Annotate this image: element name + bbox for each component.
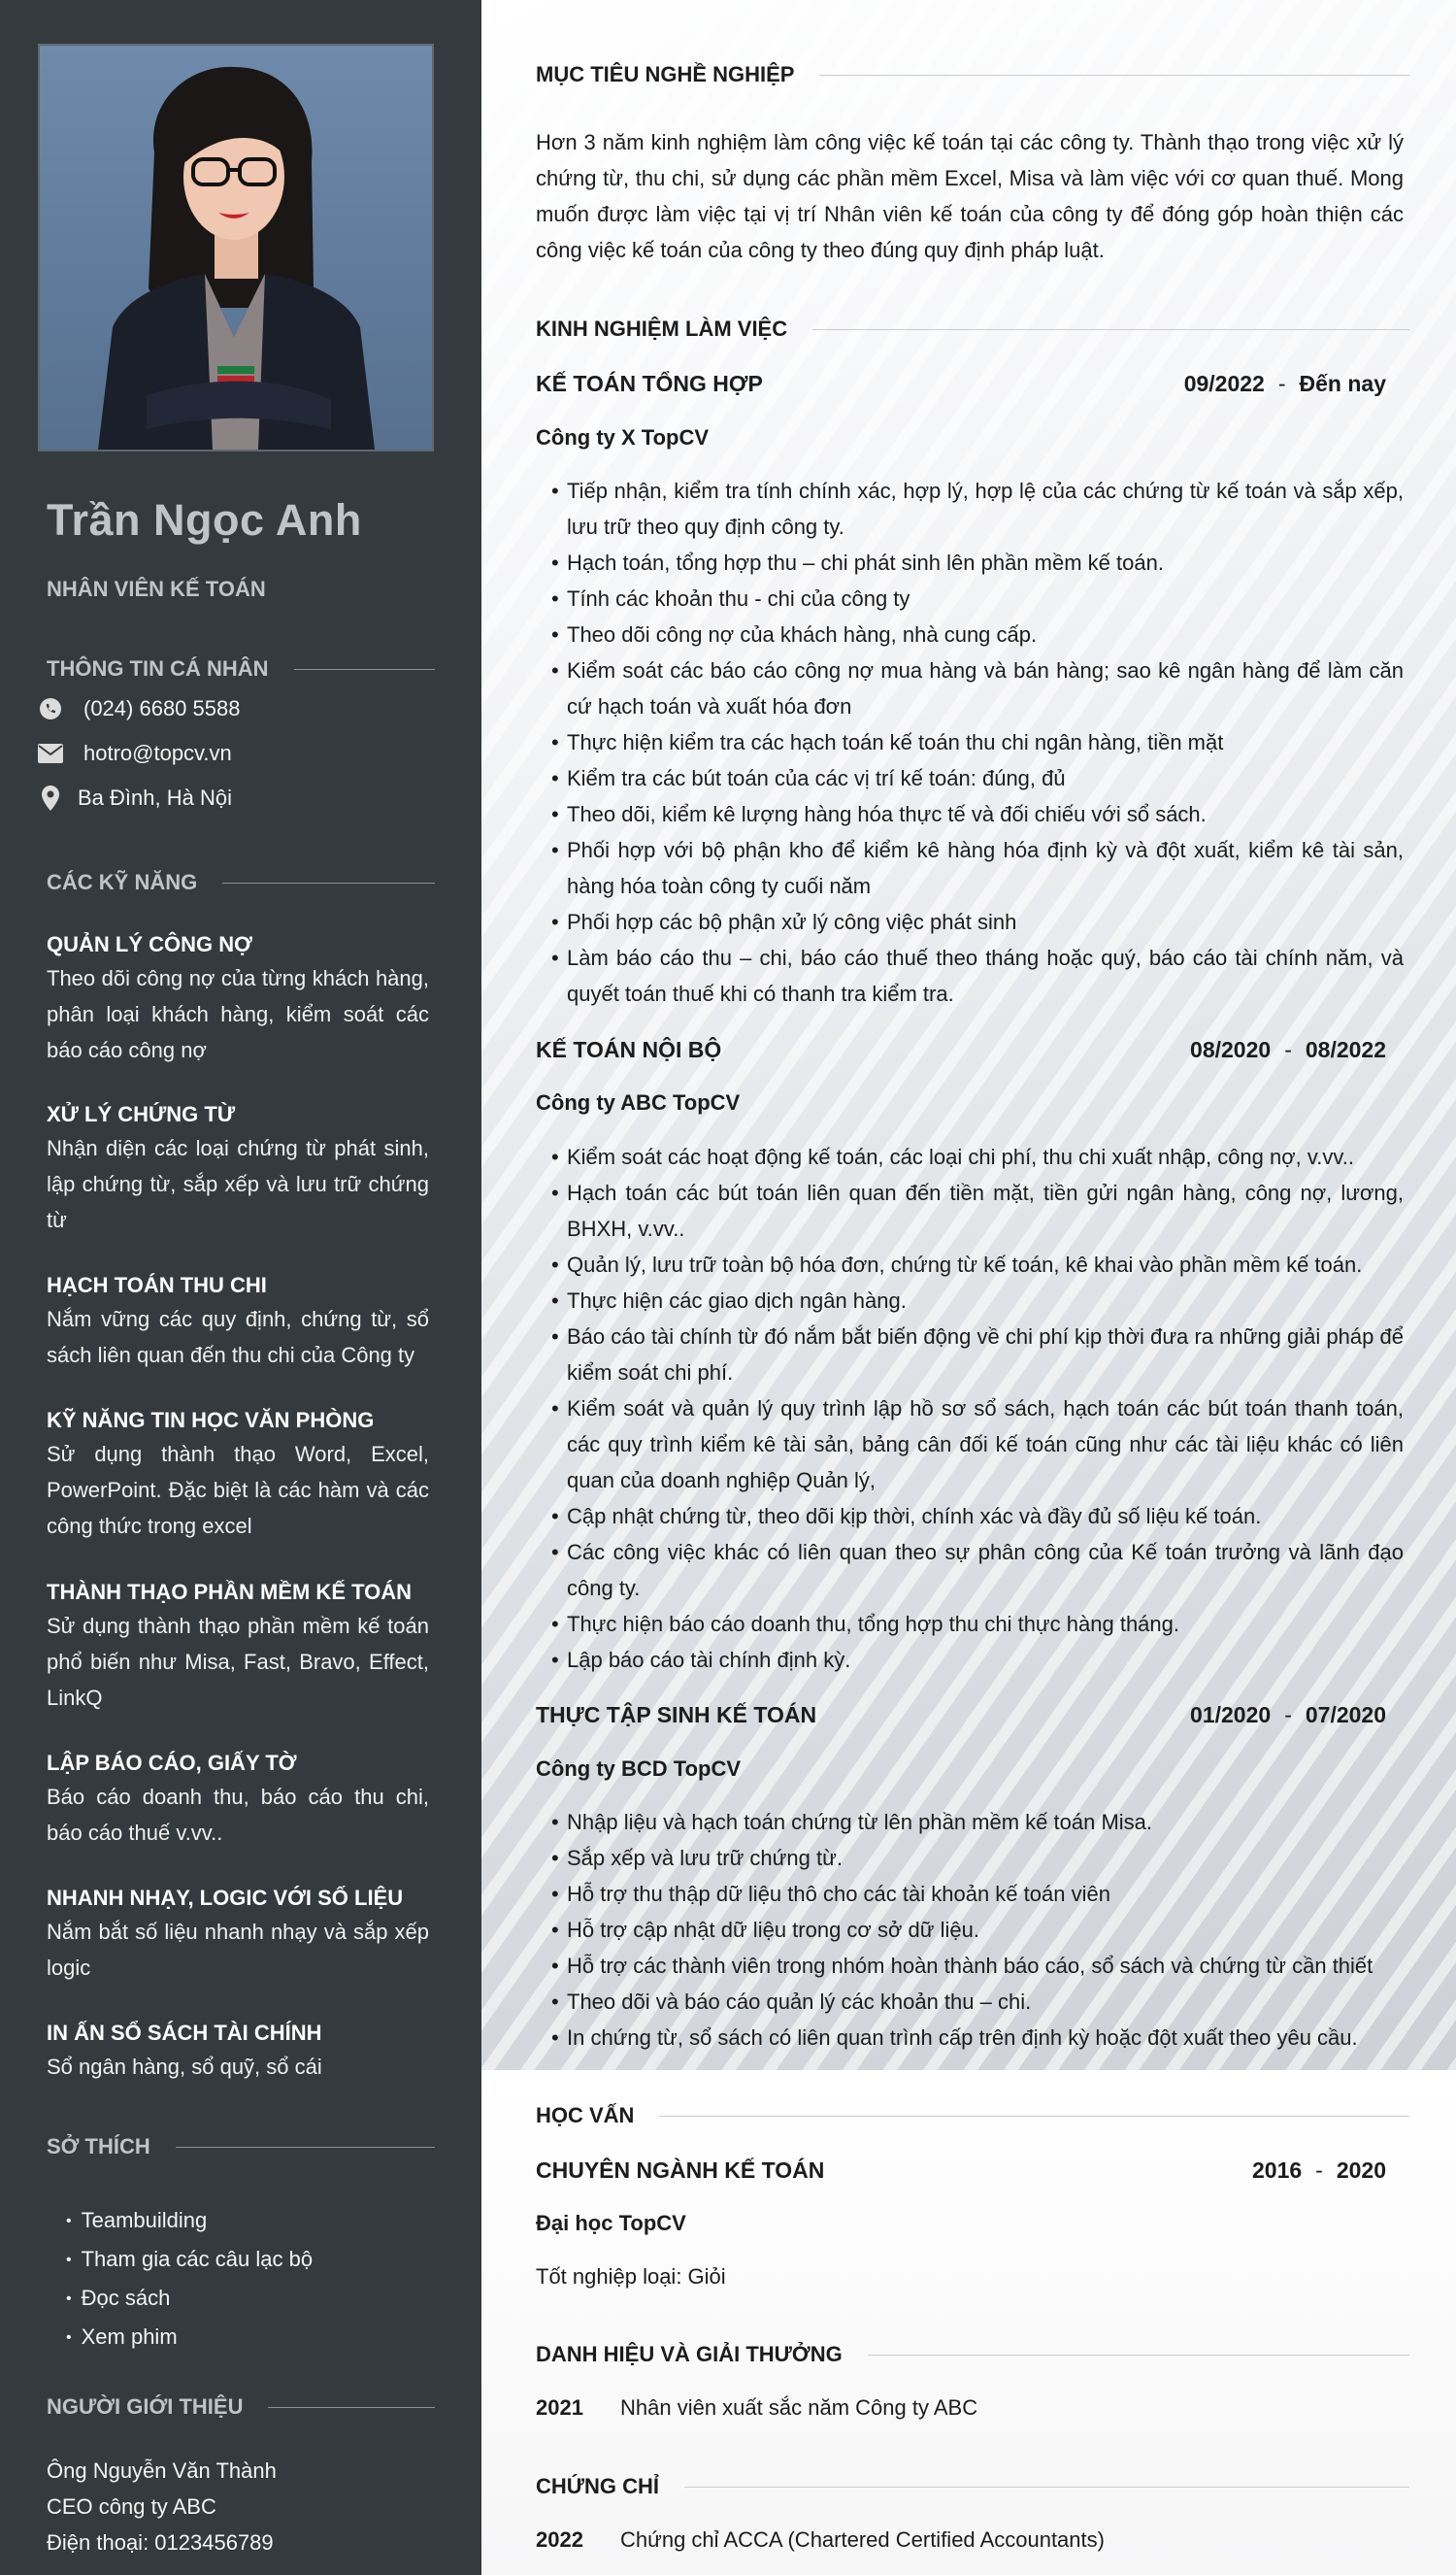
list-item: • Thực hiện các giao dịch ngân hàng. — [551, 1283, 1404, 1319]
list-item: • Tính các khoản thu - chi của công ty — [551, 581, 1404, 617]
date-separator: - — [1277, 371, 1286, 396]
date-separator: - — [1284, 1037, 1292, 1062]
list-item: • Báo cáo tài chính từ đó nắm bắt biến động về chi phí kịp thời đưa ra những giải pháp để kiểm soát chi phí. — [551, 1319, 1404, 1390]
list-item: • In chứng từ, sổ sách có liên quan trình cấp trên định kỳ hoặc đột xuất theo yêu cầu. — [551, 2020, 1404, 2056]
skill-title: KỸ NĂNG TIN HỌC VĂN PHÒNG — [47, 1408, 375, 1432]
skill-description: Nhận diện các loại chứng từ phát sinh, lập chứng từ, sắp xếp và lưu trữ chứng từ — [47, 1136, 429, 1232]
list-item: • Phối hợp với bộ phận kho để kiểm kê hàng hóa định kỳ và đột xuất, kiểm kê tài sản, hàng hóa toàn công ty cuối năm — [551, 832, 1404, 904]
education-header — [536, 2157, 1386, 2184]
divider — [176, 2147, 435, 2148]
skill-description: Sử dụng thành thạo Word, Excel, PowerPoint. Đặc biệt là các hàm và các công thức trong excel — [47, 1442, 429, 1538]
job-start: 01/2020 — [1190, 1702, 1272, 1727]
certificate-item — [536, 2527, 1105, 2553]
referee-name: Ông Nguyễn Văn Thành — [47, 2458, 277, 2483]
list-item: • Tiếp nhận, kiểm tra tính chính xác, hợp lý, hợp lệ của các chứng từ kế toán và sắp xếp, lưu trữ theo quy định công ty. — [551, 473, 1404, 545]
skill-title: NHANH NHẠY, LOGIC VỚI SỐ LIỆU — [47, 1886, 404, 1910]
list-item: • Các công việc khác có liên quan theo sự phân công của Kế toán trưởng và lãnh đạo công ty. — [551, 1534, 1404, 1606]
job-end: 07/2020 — [1305, 1702, 1386, 1727]
job-duties — [551, 1804, 1404, 2056]
list-item: • Hạch toán, tổng hợp thu – chi phát sinh lên phần mềm kế toán. — [551, 545, 1404, 581]
skill-item — [47, 2021, 429, 2085]
experience-heading — [536, 317, 1409, 342]
certificates-heading — [536, 2474, 1409, 2499]
skill-description: Sổ ngân hàng, sổ quỹ, sổ cái — [47, 2055, 322, 2079]
job-end: 08/2022 — [1305, 1037, 1386, 1062]
certificates-heading-text: CHỨNG CHỈ — [536, 2474, 660, 2498]
list-item: • Thực hiện báo cáo doanh thu, tổng hợp thu chi thực hàng tháng. — [551, 1606, 1404, 1642]
list-item: • Phối hợp các bộ phận xử lý công việc phát sinh — [551, 904, 1404, 940]
divider — [684, 2487, 1409, 2488]
list-item: • Thực hiện kiểm tra các hạch toán kế toán thu chi ngân hàng, tiền mặt — [551, 724, 1404, 760]
address-text: Ba Đình, Hà Nội — [78, 786, 232, 810]
job-start: 09/2022 — [1183, 371, 1265, 396]
job-duties — [551, 473, 1404, 1012]
phone-icon — [37, 695, 64, 722]
company-name: Công ty X TopCV — [536, 425, 710, 450]
education-end: 2020 — [1336, 2157, 1386, 2183]
education-heading-text: HỌC VẤN — [536, 2103, 635, 2127]
referee-heading — [47, 2394, 435, 2420]
list-item: • Đọc sách — [66, 2280, 313, 2319]
skill-item — [47, 1273, 429, 1373]
objective-text: Hơn 3 năm kinh nghiệm làm công việc kế toán tại các công ty. Thành thạo trong việc xử lý chứng từ, thu chi, sử dụng các phần mềm Excel, Misa và làm việc với cơ quan thuế. Mong muốn được làm việc tại vị trí Nhân viên kế toán của công ty để đóng góp hoàn thiện các công việc kế toán của công ty theo đúng quy định pháp luật. — [536, 130, 1404, 262]
skill-title: HẠCH TOÁN THU CHI — [47, 1273, 267, 1297]
personal-info-heading-text: THÔNG TIN CÁ NHÂN — [47, 656, 269, 681]
skill-item — [47, 1102, 429, 1238]
list-item: • Quản lý, lưu trữ toàn bộ hóa đơn, chứng từ kế toán, kê khai vào phần mềm kế toán. — [551, 1247, 1404, 1283]
date-separator: - — [1315, 2157, 1323, 2183]
list-item: • Kiểm tra các bút toán của các vị trí kế toán: đúng, đủ — [551, 760, 1404, 796]
sidebar — [0, 0, 481, 2575]
skill-description: Báo cáo doanh thu, báo cáo thu chi, báo cáo thuế v.vv.. — [47, 1785, 429, 1845]
skill-description: Sử dụng thành thạo phần mềm kế toán phổ biến như Misa, Fast, Bravo, Effect, LinkQ — [47, 1614, 429, 1710]
objective-heading-text: MỤC TIÊU NGHỀ NGHIỆP — [536, 62, 795, 86]
skill-item — [47, 1408, 429, 1544]
skill-title: IN ẤN SỔ SÁCH TÀI CHÍNH — [47, 2021, 322, 2045]
skill-title: QUẢN LÝ CÔNG NỢ — [47, 932, 252, 956]
list-item: • Tham gia các câu lạc bộ — [66, 2241, 313, 2280]
skill-item — [47, 1751, 429, 1851]
job-header — [536, 1037, 1386, 1063]
certificate-text: Chứng chỉ ACCA (Chartered Certified Accountants) — [620, 2527, 1105, 2552]
job-header — [536, 1702, 1386, 1728]
divider — [294, 669, 435, 670]
divider — [868, 2355, 1409, 2356]
personal-info-heading — [47, 656, 435, 682]
job-start: 08/2020 — [1190, 1037, 1272, 1062]
list-item: • Hỗ trợ cập nhật dữ liệu trong cơ sở dữ liệu. — [551, 1912, 1404, 1948]
map-pin-icon — [37, 785, 64, 812]
objective-heading — [536, 62, 1409, 87]
skill-description: Nắm vững các quy định, chứng từ, sổ sách liên quan đến thu chi của Công ty — [47, 1307, 429, 1367]
certificate-year: 2022 — [536, 2527, 583, 2552]
list-item: • Hạch toán các bút toán liên quan đến tiền mặt, tiền gửi ngân hàng, công nợ, lương, BHXH, v.vv.. — [551, 1175, 1404, 1247]
skill-title: LẬP BÁO CÁO, GIẤY TỜ — [47, 1751, 297, 1775]
list-item: • Sắp xếp và lưu trữ chứng từ. — [551, 1840, 1404, 1876]
job-dates — [1184, 371, 1386, 397]
hobbies-heading-text: SỞ THÍCH — [47, 2134, 150, 2158]
job-dates — [1190, 1702, 1386, 1728]
list-item: • Kiểm soát và quản lý quy trình lập hồ sơ sổ sách, hạch toán các bút toán thanh toán, các quy trình kiểm kê tài sản, bảng cân đối kế toán cũng như các tài liệu khác có liên quan của doanh nghiệp Quản lý, — [551, 1390, 1404, 1498]
divider — [268, 2407, 435, 2408]
company-name: Công ty BCD TopCV — [536, 1756, 742, 1781]
referee-phone: Điện thoại: 0123456789 — [47, 2530, 274, 2555]
award-year: 2021 — [536, 2395, 583, 2420]
awards-heading-text: DANH HIỆU VÀ GIẢI THƯỞNG — [536, 2342, 843, 2366]
person-portrait-icon — [40, 46, 432, 450]
hobbies-list — [66, 2202, 313, 2358]
date-separator: - — [1284, 1702, 1292, 1727]
skill-description: Theo dõi công nợ của từng khách hàng, phân loại khách hàng, kiểm soát các báo cáo công nợ — [47, 966, 429, 1062]
job-title: THỰC TẬP SINH KẾ TOÁN — [536, 1702, 817, 1727]
list-item: • Teambuilding — [66, 2202, 313, 2241]
education-heading — [536, 2103, 1409, 2128]
email-contact — [37, 740, 232, 767]
envelope-icon — [37, 740, 64, 767]
skill-item — [47, 932, 429, 1068]
skills-heading — [47, 870, 435, 895]
award-text: Nhân viên xuất sắc năm Công ty ABC — [620, 2395, 978, 2420]
skill-title: XỬ LÝ CHỨNG TỪ — [47, 1102, 236, 1126]
skills-heading-text: CÁC KỸ NĂNG — [47, 870, 198, 894]
graduation-note: Tốt nghiệp loại: Giỏi — [536, 2264, 726, 2289]
school-name: Đại học TopCV — [536, 2211, 686, 2235]
list-item: • Nhập liệu và hạch toán chứng từ lên phần mềm kế toán Misa. — [551, 1804, 1404, 1840]
job-dates — [1190, 1037, 1386, 1063]
job-title: KẾ TOÁN TỔNG HỢP — [536, 371, 763, 396]
address-contact — [37, 785, 232, 812]
phone-number: (024) 6680 5588 — [83, 696, 241, 720]
job-header — [536, 371, 1386, 397]
divider — [222, 883, 435, 884]
lower-section-background — [481, 2070, 1456, 2575]
job-duties — [551, 1139, 1404, 1678]
profile-photo — [38, 44, 434, 451]
education-major: CHUYÊN NGÀNH KẾ TOÁN — [536, 2157, 825, 2183]
awards-heading — [536, 2342, 1409, 2367]
divider — [659, 2116, 1409, 2117]
candidate-name: Trần Ngọc Anh — [47, 495, 362, 545]
divider — [812, 329, 1409, 330]
list-item: • Hỗ trợ các thành viên trong nhóm hoàn thành báo cáo, sổ sách và chứng từ cần thiết — [551, 1948, 1404, 1984]
list-item: • Kiểm soát các hoạt động kế toán, các loại chi phí, thu chi xuất nhập, công nợ, v.vv.. — [551, 1139, 1404, 1175]
job-end: Đến nay — [1299, 371, 1386, 396]
company-name: Công ty ABC TopCV — [536, 1090, 741, 1115]
referee-title: CEO công ty ABC — [47, 2494, 216, 2519]
list-item: • Theo dõi, kiểm kê lượng hàng hóa thực tế và đối chiếu với sổ sách. — [551, 796, 1404, 832]
main-content — [481, 0, 1456, 2575]
referee-heading-text: NGƯỜI GIỚI THIỆU — [47, 2394, 244, 2419]
award-item — [536, 2395, 977, 2421]
phone-contact — [37, 695, 240, 722]
email-address: hotro@topcv.vn — [83, 741, 232, 765]
candidate-position: NHÂN VIÊN KẾ TOÁN — [47, 577, 266, 601]
referee-info — [47, 2453, 277, 2560]
list-item: • Kiểm soát các báo cáo công nợ mua hàng và bán hàng; sao kê ngân hàng để làm căn cứ hạch toán và xuất hóa đơn — [551, 652, 1404, 724]
list-item: • Xem phim — [66, 2319, 313, 2358]
skill-item — [47, 1886, 429, 1986]
list-item: • Hỗ trợ thu thập dữ liệu thô cho các tài khoản kế toán viên — [551, 1876, 1404, 1912]
list-item: • Lập báo cáo tài chính định kỳ. — [551, 1642, 1404, 1678]
skill-description: Nắm bắt số liệu nhanh nhạy và sắp xếp logic — [47, 1920, 429, 1980]
education-start: 2016 — [1251, 2157, 1303, 2183]
divider — [819, 75, 1409, 76]
list-item: • Cập nhật chứng từ, theo dõi kịp thời, chính xác và đầy đủ số liệu kế toán. — [551, 1498, 1404, 1534]
skill-title: THÀNH THẠO PHẦN MỀM KẾ TOÁN — [47, 1580, 413, 1604]
skill-item — [47, 1580, 429, 1716]
education-dates — [1252, 2157, 1386, 2184]
list-item: • Làm báo cáo thu – chi, báo cáo thuế theo tháng hoặc quý, báo cáo tài chính năm, và quyết toán thuế khi có thanh tra kiểm tra. — [551, 940, 1404, 1012]
hobbies-heading — [47, 2134, 435, 2159]
job-title: KẾ TOÁN NỘI BỘ — [536, 1037, 722, 1062]
list-item: • Theo dõi công nợ của khách hàng, nhà cung cấp. — [551, 617, 1404, 652]
list-item: • Theo dõi và báo cáo quản lý các khoản thu – chi. — [551, 1984, 1404, 2020]
experience-heading-text: KINH NGHIỆM LÀM VIỆC — [536, 317, 788, 341]
